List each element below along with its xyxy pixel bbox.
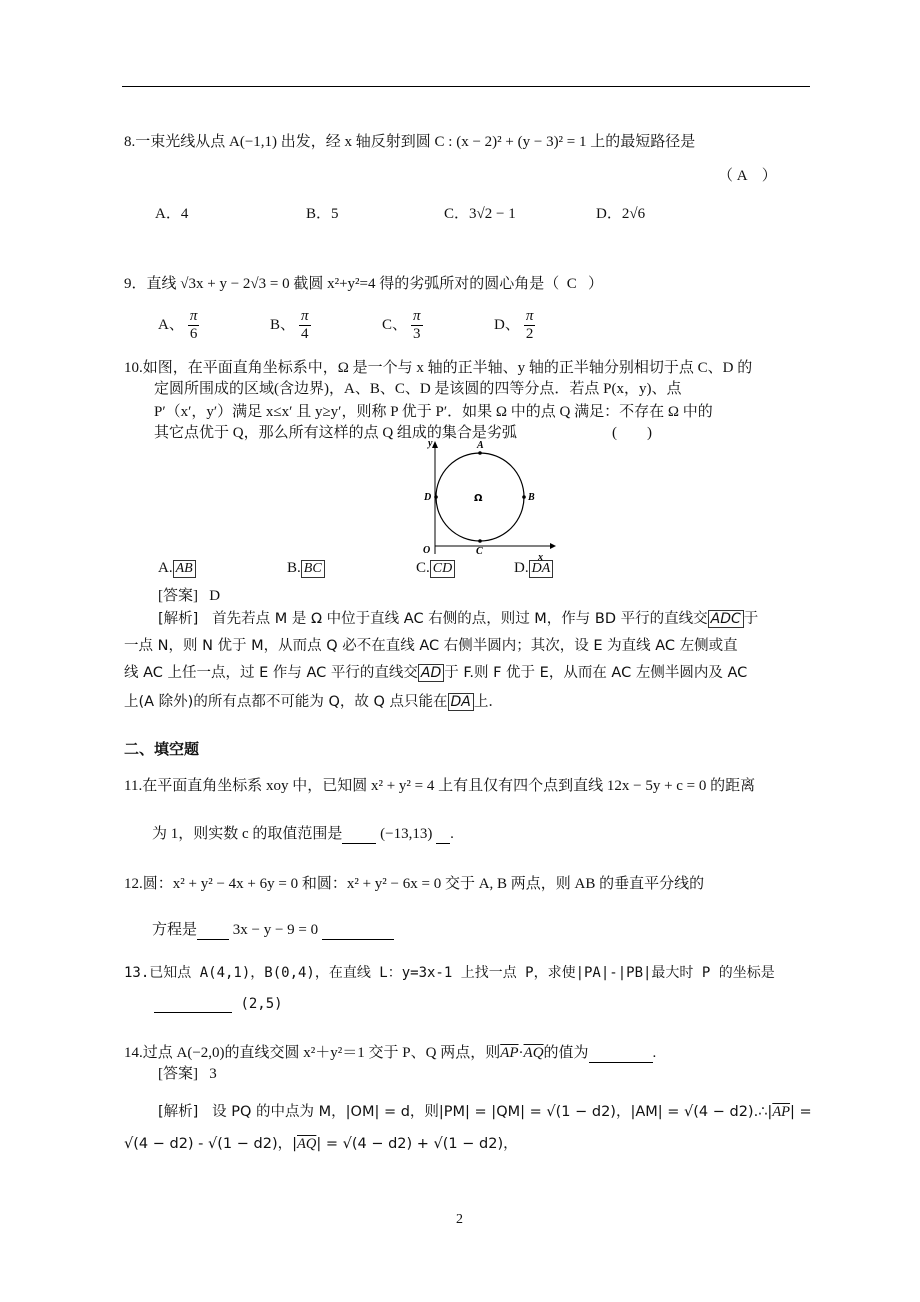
q10-answer-line: [答案] D — [158, 588, 221, 604]
q9-option-a: A、 $\frac{\pi}{6}$ — [158, 308, 198, 342]
q9-answer: C — [566, 276, 577, 292]
label-b: B — [528, 492, 535, 503]
section-heading: 二、填空题 — [124, 740, 200, 758]
q12-line2: 方程是 3x − y − 9 = 0 — [152, 918, 394, 940]
q10-analysis-l4: 上(A 除外)的所有点都不可能为 Q，故 Q 点只能在 DA 上． — [124, 694, 503, 710]
label-x: x — [538, 552, 543, 560]
q14-analysis-l2: √(4 − d2) - √(1 − d2)，$|\overline{AQ}| = √(4 - d2) + √(1 - d2)$， — [124, 1136, 518, 1152]
point-b — [522, 495, 526, 499]
q8-stem: 8.一束光线从点 A(−1,1) 出发，经 x 轴反射到圆 C : (x − 2)² + (y − 3)² = 1 上的最短路径是 — [124, 134, 696, 150]
q10-analysis-l2: 一点 N，则 N 优于 M，从而点 Q 必不在直线 AC 右侧半圆内；其次，设 E 为直线 AC 左侧或直 — [124, 638, 738, 654]
q8-option-b: B．5 — [306, 206, 339, 222]
q9-stem — [124, 272, 603, 293]
header-rule — [122, 86, 810, 87]
q10-option-c: C. CD — [416, 560, 455, 578]
q8-option-a: A．4 — [155, 206, 189, 222]
q14-line1: 14.过点 A(−2,0)的直线交圆 x²＋y²＝1 交于 P、Q 两点，则$\overline{AP}\cdot\overline{AQ}$的值为 . — [124, 1045, 657, 1061]
q10-option-b: B. BC — [287, 560, 325, 578]
label-o: O — [423, 545, 431, 556]
x-axis-arrow-icon — [550, 543, 556, 549]
q9-stem-post: ） — [588, 276, 604, 292]
page-number: 2 — [456, 1212, 463, 1227]
q10-option-a: A. AB — [158, 560, 196, 578]
q9-option-d: D、 $\frac{\pi}{2}$ — [494, 308, 534, 342]
vector-ap: $\overline{AP}$ — [500, 1045, 519, 1061]
q10-line3: P′（x′，y′）满足 x≤x′ 且 y≥y′，则称 P 优于 P′．如果 Ω 中的点 Q 满足：不存在 Ω 中的 — [154, 404, 713, 420]
point-c — [478, 539, 482, 543]
q9-option-b: B、 $\frac{\pi}{4}$ — [270, 308, 309, 342]
q10-line4: 其它点优于 Q，那么所有这样的点 Q 组成的集合是劣弧 — [154, 425, 517, 441]
q12-line1: 12.圆：x² + y² − 4x + 6y = 0 和圆：x² + y² − 6x = 0 交于 A, B 两点，则 AB 的垂直平分线的 — [124, 876, 705, 892]
q10-paren: ( ) — [612, 425, 652, 441]
q10-line1: 10.如图，在平面直角坐标系中，Ω 是一个与 x 轴的正半轴、y 轴的正半轴分别相切于点 C、D 的 — [124, 360, 753, 376]
q9-stem-pre: 9．直线 √3x + y − 2√3 = 0 截圆 x²+y²=4 得的劣弧所对的圆心角是（ — [124, 276, 560, 292]
q8-option-d: D．2√6 — [596, 206, 646, 222]
label-y: y — [428, 438, 433, 449]
q11-line2: 为 1，则实数 c 的取值范围是 (−13,13) . — [152, 826, 454, 842]
point-d — [434, 495, 438, 499]
point-a — [478, 451, 482, 455]
q8-answer: （ A ） — [718, 168, 777, 184]
q10-line2: 定圆所围成的区域(含边界)，A、B、C、D 是该圆的四等分点．若点 P(x，y)、点 — [154, 381, 682, 397]
q13-line1: 13.已知点 A(4,1)，B(0,4)，在直线 L：y=3x-1 上找一点 P，求使|PA|-|PB|最大时 P 的坐标是 — [124, 965, 775, 981]
q14-analysis-l1: [解析] 设 PQ 的中点为 M，|OM| = d，则|PM| = |QM| = √(1 − d2)，$|AM| = √(4 - d2).\therefore|\overline{AP}|$ = — [158, 1104, 812, 1120]
label-omega: Ω — [474, 493, 483, 504]
q10-analysis-l1: [解析] 首先若点 M 是 Ω 中位于直线 AC 右侧的点，则过 M，作与 BD 平行的直线交 ADC 于 — [158, 611, 759, 627]
q10-option-d: D. DA — [514, 560, 553, 578]
q10-figure — [410, 436, 560, 560]
q10-analysis-l3: 线 AC 上任一点，过 E 作与 AC 平行的直线交 AD 于 F.则 F 优于 E，从而在 AC 左侧半圆内及 AC — [124, 665, 748, 681]
q8-option-c: C．3√2 − 1 — [444, 206, 516, 222]
y-axis-arrow-icon — [432, 441, 438, 448]
q11-line1: 11.在平面直角坐标系 xoy 中，已知圆 x² + y² = 4 上有且仅有四个点到直线 12x − 5y + c = 0 的距离 — [124, 778, 756, 794]
vector-aq: $\overline{AQ}$ — [523, 1045, 544, 1061]
label-c: C — [476, 546, 483, 557]
q13-line2: (2,5) — [154, 996, 283, 1013]
label-d: D — [424, 492, 432, 503]
label-a: A — [477, 440, 484, 451]
q14-answer-line: [答案] 3 — [158, 1066, 217, 1082]
q9-option-c: C、 $\frac{\pi}{3}$ — [382, 308, 421, 342]
